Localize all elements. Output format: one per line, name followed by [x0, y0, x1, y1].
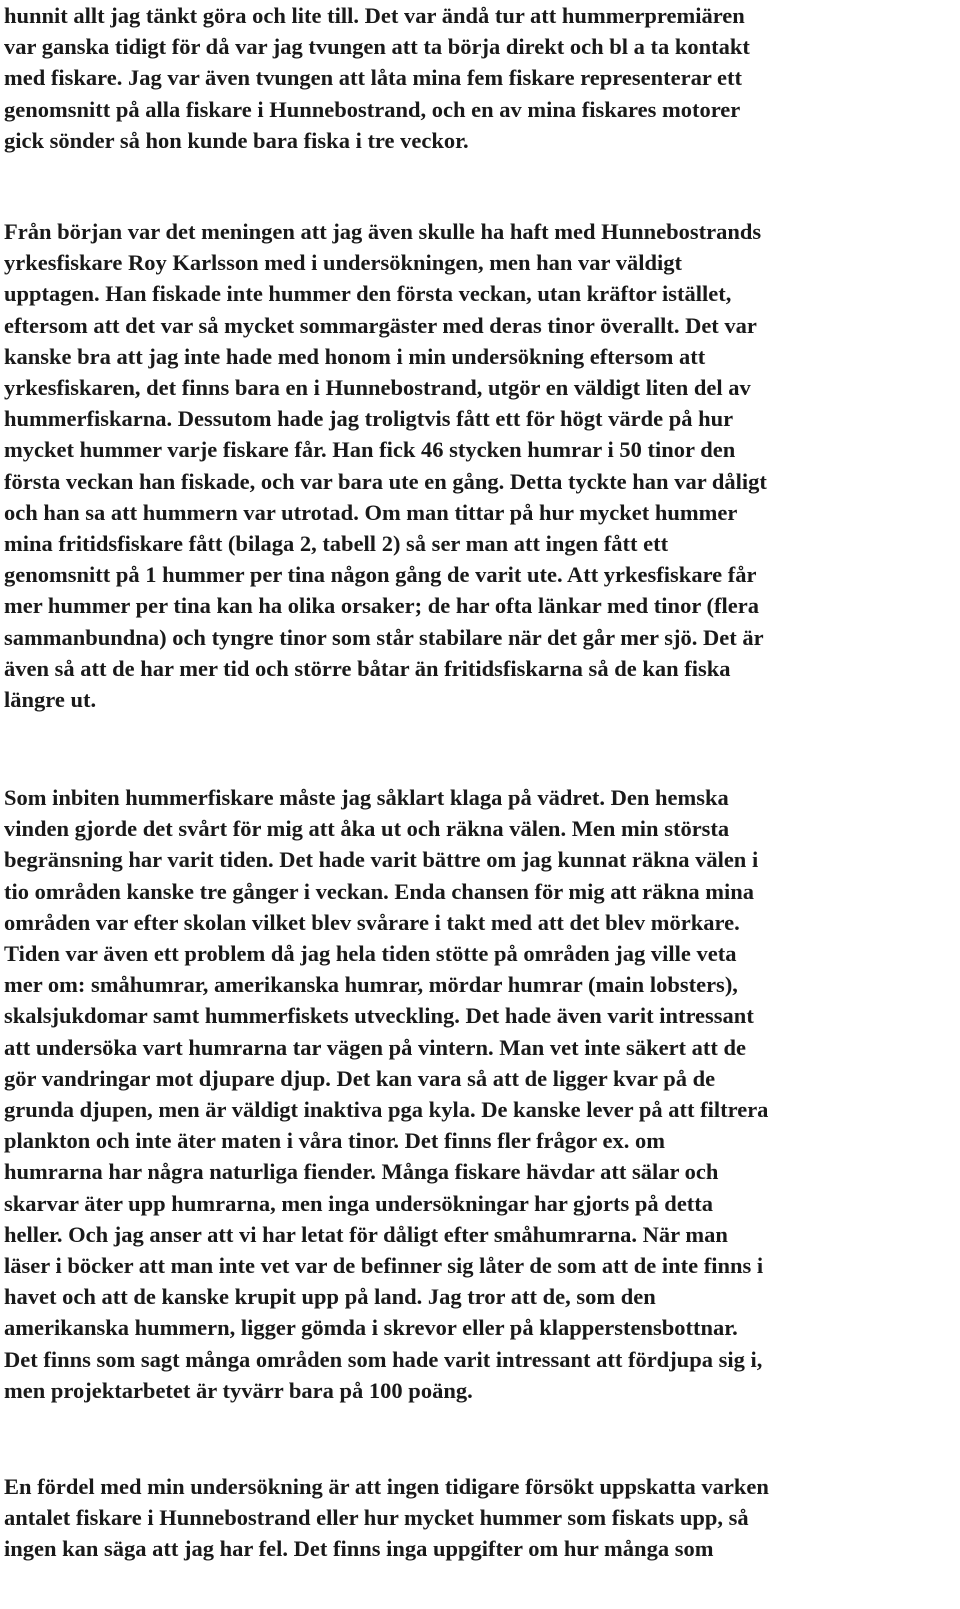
- paragraph-2: [4, 216, 954, 715]
- text-line: mina fritidsfiskare fått (bilaga 2, tabell 2) så ser man att ingen fått ett: [4, 531, 669, 557]
- text-line: genomsnitt på 1 hummer per tina någon gång de varit ute. Att yrkesfiskare får: [4, 562, 757, 588]
- text-line: ingen kan säga att jag har fel. Det finns inga uppgifter om hur många som: [4, 1536, 714, 1562]
- text-line: kanske bra att jag inte hade med honom i min undersökning eftersom att: [4, 343, 706, 369]
- text-line: men projektarbetet är tyvärr bara på 100 poäng.: [4, 1377, 473, 1403]
- text-line: havet och att de kanske krupit upp på land. Jag tror att de, som den: [4, 1284, 656, 1310]
- text-line: och han sa att hummern var utrotad. Om man tittar på hur mycket hummer: [4, 499, 738, 525]
- text-line: En fördel med min undersökning är att ingen tidigare försökt uppskatta varken: [4, 1474, 769, 1499]
- text-line: Det finns som sagt många områden som hade varit intressant att fördjupa sig i,: [4, 1346, 763, 1372]
- text-line: även så att de har mer tid och större båtar än fritidsfiskarna så de kan fiska: [4, 655, 731, 681]
- text-line: yrkesfiskaren, det finns bara en i Hunnebostrand, utgör en väldigt liten del av: [4, 375, 751, 401]
- text-line: hummerfiskarna. Dessutom hade jag troligtvis fått ett för högt värde på hur: [4, 406, 734, 432]
- text-line: skalsjukdomar samt hummerfiskets utveckling. Det hade även varit intressant: [4, 1003, 754, 1029]
- text-line: Tiden var även ett problem då jag hela tiden stötte på områden jag ville veta: [4, 941, 737, 967]
- text-line: tio områden kanske tre gånger i veckan. Enda chansen för mig att räkna mina: [4, 878, 755, 904]
- text-line: heller. Och jag anser att vi har letat för dåligt efter småhumrarna. När man: [4, 1221, 728, 1247]
- text-line: hunnit allt jag tänkt göra och lite till. Det var ändå tur att hummerpremiären: [4, 3, 745, 28]
- paragraph-4: [4, 1471, 954, 1565]
- text-line: upptagen. Han fiskade inte hummer den första veckan, utan kräftor istället,: [4, 281, 732, 307]
- text-line: grunda djupen, men är väldigt inaktiva pga kyla. De kanske lever på att filtrera: [4, 1097, 769, 1123]
- text-line: sammanbundna) och tyngre tinor som står stabilare när det går mer sjö. Det är: [4, 624, 764, 650]
- text-line: första veckan han fiskade, och var bara ute en gång. Detta tyckte han var dåligt: [4, 468, 767, 494]
- text-line: gick sönder så hon kunde bara fiska i tre veckor.: [4, 127, 469, 153]
- text-line: läser i böcker att man inte vet var de befinner sig låter de som att de inte finns i: [4, 1253, 764, 1279]
- text-line: var ganska tidigt för då var jag tvungen att ta börja direkt och bl a ta kontakt: [4, 34, 750, 60]
- text-line: eftersom att det var så mycket sommargäster med deras tinor överallt. Det var: [4, 312, 757, 338]
- text-line: längre ut.: [4, 687, 97, 713]
- paragraph-3: [4, 782, 954, 1406]
- text-line: skarvar äter upp humrarna, men inga undersökningar har gjorts på detta: [4, 1190, 714, 1216]
- text-line: Som inbiten hummerfiskare måste jag såklart klaga på vädret. Den hemska: [4, 785, 729, 810]
- text-line: att undersöka vart humrarna tar vägen på vintern. Man vet inte säkert att de: [4, 1034, 747, 1060]
- text-line: Från början var det meningen att jag även skulle ha haft med Hunnebostrands: [4, 219, 762, 244]
- text-line: amerikanska hummern, ligger gömda i skrevor eller på klapperstensbottnar.: [4, 1315, 738, 1341]
- text-line: mer om: småhumrar, amerikanska humrar, mördar humrar (main lobsters),: [4, 972, 738, 998]
- text-line: humrarna har några naturliga fiender. Många fiskare hävdar att sälar och: [4, 1159, 719, 1185]
- text-line: gör vandringar mot djupare djup. Det kan vara så att de ligger kvar på de: [4, 1065, 716, 1091]
- text-line: antalet fiskare i Hunnebostrand eller hur mycket hummer som fiskats upp, så: [4, 1505, 749, 1531]
- text-line: plankton och inte äter maten i våra tinor. Det finns fler frågor ex. om: [4, 1128, 665, 1154]
- text-line: vinden gjorde det svårt för mig att åka ut och räkna välen. Men min största: [4, 816, 730, 842]
- text-line: genomsnitt på alla fiskare i Hunnebostrand, och en av mina fiskares motorer: [4, 96, 741, 122]
- text-line: mer hummer per tina kan ha olika orsaker; de har ofta länkar med tinor (flera: [4, 593, 759, 619]
- text-line: mycket hummer varje fiskare får. Han fick 46 stycken humrar i 50 tinor den: [4, 437, 736, 463]
- text-line: yrkesfiskare Roy Karlsson med i undersökningen, men han var väldigt: [4, 250, 682, 276]
- paragraph-1: [4, 0, 954, 156]
- text-line: begränsning har varit tiden. Det hade varit bättre om jag kunnat räkna välen i: [4, 847, 759, 873]
- text-line: områden var efter skolan vilket blev svårare i takt med att det blev mörkare.: [4, 909, 740, 935]
- text-line: med fiskare. Jag var även tvungen att låta mina fem fiskare representerar ett: [4, 65, 743, 91]
